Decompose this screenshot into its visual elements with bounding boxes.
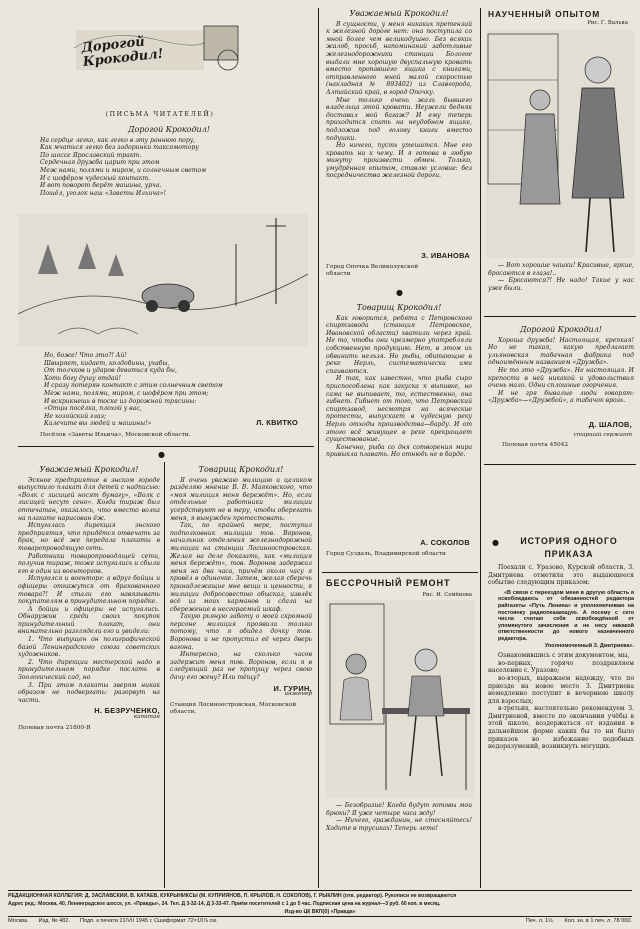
paragraph: во-первых, горячо поздравляем население с. Уразово; xyxy=(488,659,634,675)
masthead xyxy=(68,18,258,80)
rank-bezruchenko: капитан xyxy=(133,714,160,720)
poem-line: От толчков и ударов деваться куда бы, xyxy=(44,367,177,375)
imprint-edition: Изд. № 482. xyxy=(38,918,70,924)
dialogue-line: — Вот хорошие чашки! Красивые, яркие, бросаются в глаза!.. xyxy=(488,262,634,277)
paragraph: Испугалась дирекция энского предприятия, что придётся отвечать за брак, но всё же передала плакаты в товаропроводящую сеть. xyxy=(18,522,160,552)
signature-sokolov: А. СОКОЛОВ xyxy=(420,538,470,547)
letter-ivanova xyxy=(326,8,472,266)
place-ivanova: Город Опочка Великолукской области xyxy=(326,264,419,277)
dialogue-line: — Бросаются?! Не надо! Такие у нас уже были. xyxy=(488,277,634,292)
imprint-signed: Подп. к печати 21/VII 1945 г. Сшиформат 72×10⅞ см. xyxy=(79,918,218,924)
poem-top xyxy=(40,137,298,198)
footer-imprint xyxy=(8,918,632,928)
footer-rule xyxy=(8,890,632,891)
poem-line: И сразу потерян контакт с этим солнечным светом xyxy=(44,382,223,390)
rule-right-1 xyxy=(484,316,636,317)
paragraph: Но ничего, пусть утешится. Мне его кровать ни к чему. И я готова в любую минуту произвести обмен. Только, умудрённая опытом, ставлю условие: без посредничества железной дороги. xyxy=(326,142,472,180)
signature-gurin: И. ГУРИН, xyxy=(273,683,312,693)
story-title-line2: ПРИКАЗА xyxy=(544,549,594,559)
place-shalov: Полевая почта 45042 xyxy=(502,442,569,448)
rule-left-1 xyxy=(18,446,314,447)
letter-greeting: Товарищ Крокодил! xyxy=(198,465,284,474)
imprint-city: Москва. xyxy=(8,918,29,924)
poem-line: Но, боже! Что это?! Ай! xyxy=(44,352,127,359)
poem-line: По шоссе Ярославский тракт. xyxy=(40,151,142,159)
paragraph: 1. Что выпущен он полиграфической базой Ленинградского союза советских художников. xyxy=(18,636,160,659)
dialogue-line: — Ничего, гражданин, не стесняйтесь! Ходите в трусиках! Теперь лето! xyxy=(326,817,472,832)
cartoon-artist-semenov: Рис. И. Семёнова xyxy=(422,592,472,598)
rule-mid-2 xyxy=(322,572,478,573)
cartoon-title-repair: БЕССРОЧНЫЙ РЕМОНТ xyxy=(326,578,451,588)
poem-line: Пошёл, уголок наш «Заветы Ильича»! xyxy=(40,189,166,197)
letter-gurin xyxy=(170,464,312,884)
paragraph: 3. При этом плакаты зверям никак образом не подвергать: разорвут на части. xyxy=(18,681,160,704)
paragraph: И так, как известно, что рыба сыро приспособлена как закуска к выпивке, но сама не выпивает, то, естественно, она гибнет. Гибнет от того, что Петровский спиртзавод, несмотря на всяческие протесты, выпускает в чудесную реку Нерль отходы производства—барду. И от этого всё живущее в реке прекращает существование. xyxy=(326,375,472,444)
paragraph: Не то это «Дружба». Не настоящая. И крепости в ней никакой и удовольствия очень мало. Одни сплошные огорчения. xyxy=(488,366,634,390)
footer-rule-2 xyxy=(8,916,632,917)
bullet-divider: ● xyxy=(158,450,165,459)
road-illustration xyxy=(18,214,308,346)
poem-line: Меж нами, полями, миром, с шофёром при этом; xyxy=(44,389,209,397)
letter-greeting: Уважаемый Крокодил! xyxy=(39,465,139,474)
signature-ivanova: З. ИВАНОВА xyxy=(421,251,470,260)
road-drawing xyxy=(18,214,308,346)
paragraph: Испугался и военторг: а вдруг бойцы и офицеры откажутся от бракованного товара?! И стали его навязывать покупателям в принудительном порядке. xyxy=(18,575,160,606)
paragraph: И не зря бывалые люди говорят: «Дружба»—«Дружбой», а табачок врозь. xyxy=(488,389,634,405)
paragraph: Хороша дружба! Настоящая, крепкая! Но не такая, какую предлагает ульяновская табачная фабрика под одноимённым названием «Дружба». xyxy=(488,336,634,367)
cartoon-title-experience: НАУЧЕННЫЙ ОПЫТОМ xyxy=(488,9,601,19)
signature-kvitko: Л. КВИТКО xyxy=(256,418,298,427)
rule-vertical-right xyxy=(480,8,481,888)
paragraph: Такую рьяную заботу о моей скромной персоне милиция проявила только потому, что я обидел дочку тов. Воронова и не пропустил её через дверь вагона. xyxy=(170,613,312,651)
place-gurin: Станция Лосиноостровская, Московской области. xyxy=(170,701,297,715)
poem-line: И вскрикнешь в тоске из дорожной трясины: xyxy=(44,397,197,405)
imprint-chars: Кол. зн. в 1 печ. л. 78 000. xyxy=(564,918,632,924)
cartoon-artist-valk: Рис. Г. Валька xyxy=(587,20,628,26)
paragraph: в-третьих, настоятельно рекомендуем З. Дмитриевой, вместе по окончании учёбы в этой школе, воздержаться от издания в дальнейшем форме каких бы то ни было приказов во избежание подобных недоразумений, возникнуть могущих. xyxy=(488,705,634,751)
repair-cartoon-drawing xyxy=(326,600,474,798)
paragraph: Как говорится, ребята с Петровского спиртзавода (станция Петровское, Ивановской области) хватили через край. Не то, чтобы они чрезмерно употребляли собственную продукцию. Нет, в этом их обвинить нельзя. Но рыбы, обитающие в реке Нерль, систематически ими спаиваются. xyxy=(326,314,472,375)
paragraph: Эскное предприятие в энском городе выпустило плакат для детей с надписью: «Волк с лисицей носят бумагу», «Волк с лисицей несут сено». Когда тираж был отпечатан, оказалось, что вместо волка на плакате нарисован ёж. xyxy=(18,476,160,522)
story-quote-sign: Уполномоченный З. Дмитриева». xyxy=(544,642,634,649)
dialogue-line: — Безобразие! Когда будут готовы мои брюки? Я уже четыре часа жду! xyxy=(326,802,472,817)
poem-line: Калечите вы людей и машины!» xyxy=(44,420,152,428)
poem-line: Как мчаться легко без задоринки таксомотору xyxy=(40,144,199,152)
experience-dialogue xyxy=(488,262,634,310)
letter-greeting: Уважаемый Крокодил! xyxy=(349,9,449,18)
letter-shalov xyxy=(488,324,634,418)
rule-vertical-mid xyxy=(318,8,319,888)
paragraph: Я очень уважаю милицию и целиком разделяю мнение В. В. Маяковского, что «моя милиция меня бережёт». Но, если отдельные работники милиции усердствуют не в меру, чтобы оберегать меня, я вынужден протестовать. xyxy=(170,476,312,522)
repair-cartoon-illustration xyxy=(326,600,474,798)
place-bezruchenko: Полевая почта 21800-Я xyxy=(18,724,91,731)
rule-right-2 xyxy=(484,464,636,465)
rule-vertical-left xyxy=(164,462,165,888)
rank-shalov: старший сержант xyxy=(573,432,632,438)
experience-cartoon-illustration xyxy=(486,30,634,258)
story-intro: Поехали с. Уразово, Курской области, З. Дмитриева отметила это выдающееся событие следующим приказом: xyxy=(488,564,634,587)
letter-greeting: Дорогой Крокодил! xyxy=(519,325,603,334)
bullet-divider: ● xyxy=(396,288,403,297)
footer-address: Адрес ред.: Москва, 40, Ленинградское шоссе, ул. «Правды», 24. Тел. Д 3-32-14, Д 3-33-47. Приём посетителей с 1 до 5 час. Подписная цена на журнал—3 руб. 60 коп. в месяц. xyxy=(8,901,441,907)
story-quote: «В связи с переездом меня в другую область я освобождаюсь от обязанностей редактора райгазеты «Путь Ленина» и уполномочиваю на постоянку радиопешающую. А посему с сего числа считаю себя освобождённой от упомянутого зачисления и не несу никакой ответственности до нового назначенного редактора. xyxy=(498,589,634,642)
poem-line: Не хозяйский глаз; xyxy=(44,412,107,420)
paragraph: В сущности, у меня никаких претензий к железной дороге нет: она поступила со мной более чем великодушно. Без всяких жалоб, просьб, напоминаний заботливые железнодорожники станции Бологое выдали мне хорошую двуспальную кровать вместо пропавшего ящика с книгами, отправленного мной малой скоростью (накладная № 893402) из Славгорода, Алтайский край, в город Опочку. xyxy=(326,20,472,96)
poem-line: Сердечная дружба царит при этом xyxy=(40,159,160,167)
story-bullet: ● xyxy=(492,538,499,547)
poem-line: Швыряет, кидает, колдобины, ухабы, xyxy=(44,359,170,367)
poem-line: И вот поворот берёт машина, урча. xyxy=(40,182,162,190)
letter-bezruchenko xyxy=(18,464,160,884)
poem-line: На сердце легко, как легко в эту раннюю пору, xyxy=(40,136,196,144)
paragraph: Конечно, рыба со дня сотворения мира привыкла плавать. Но отнюдь не в барде. xyxy=(326,443,472,459)
paragraph: Так, по крайней мере, поступил подполковник милиции тов. Воронов, начальник отделения железнодорожной милиции на станции Лосиноостровская. Желая на деле доказать, как «милиция меня бережёт», тов. Воронов задержал меня на два часа, причём около часу я провёл в одиночке. Затем, желая сберечь принадлежащие мне вещи и ценности, я милиции добросовестно обыскал, извлёк всё из моих карманов и сдала на сбережение в несгораемый шкаф. xyxy=(170,522,312,613)
imprint-pages: Печ. л. 1½. xyxy=(525,918,555,924)
letter-sokolov xyxy=(326,302,472,534)
poem-line: Хоть богу душу отдай! xyxy=(44,374,121,382)
paragraph: Мне только очень жаль бывшего владельца этой кровати. Неужели бедняк доставил мой багаж? И ему теперь приходится спать на неудобном ящике, подложив под голову книги вместо подушки. xyxy=(326,96,472,142)
poem-line: Меж нами, полями и миром, и солнечным светом xyxy=(40,166,207,174)
paragraph: во-вторых, выражаем надежду, что по приезде на новое место З. Дмитриева немедленно поступит в вечернюю школу для взрослых; xyxy=(488,674,634,705)
poem-line: И с шофёром чудесный контакт. xyxy=(40,174,151,182)
footer-publisher: Изд-во ЦК ВКП(б) «Правда» xyxy=(284,909,356,915)
letter-greeting: Дорогой Крокодил! xyxy=(127,125,211,134)
rank-gurin: инженер xyxy=(284,691,312,698)
paragraph: А бойцы и офицеры не испугались. Обнаружив среди своих покупок принудительный плакат, они внимательно разглядели его и увидели: xyxy=(18,605,160,636)
masthead-logo-text: Дорогой Крокодил! xyxy=(80,34,165,70)
story-title-line1: ИСТОРИЯ ОДНОГО xyxy=(520,536,618,546)
poem-line: «Отцы посёлка, плохой у вас, xyxy=(44,405,142,413)
paragraph: Работники товаропроводящей сети, получив тираж, тоже испугались и сбыли его в один из военторгов. xyxy=(18,552,160,575)
letter-greeting: Товарищ Крокодил! xyxy=(356,303,442,312)
place-kvitko: Посёлок «Заветы Ильича», Московской области. xyxy=(40,432,191,438)
experience-cartoon-drawing xyxy=(486,30,634,258)
paragraph: Ознакомившись с этим документом, мы, xyxy=(498,652,630,660)
repair-dialogue xyxy=(326,802,472,886)
paragraph: 2. Что дирекции местерской надо в принудительном порядке послать в Зоологический сад, но xyxy=(18,658,160,682)
place-sokolov: Город Суздаль, Владимирской области xyxy=(326,551,446,557)
signature-shalov: Д. ШАЛОВ, xyxy=(588,420,632,429)
story-quote-box xyxy=(498,590,634,649)
signature-bezruchenko: Н. БЕЗРУЧЕНКО, xyxy=(94,706,160,716)
section-label: (ПИСЬМА ЧИТАТЕЛЕЙ) xyxy=(105,111,215,118)
footer-board: РЕДАКЦИОННАЯ КОЛЛЕГИЯ: Д. ЗАСЛАВСКИЙ, В. КАТАЕВ, КУКРЫНИКСЫ (М. КУПРИЯНОВ, П. КРЫЛОВ, Н. СОКОЛОВ), Г. РЫКЛИН (отв. редактор). Рукописи не возвращаются xyxy=(8,893,457,899)
story-body xyxy=(488,564,634,886)
paragraph: Интересно, на сколько часов задержит меня тов. Воронов, если я в следующий раз не пропущу через свою дачу его жену? Или тёщу? xyxy=(170,651,312,682)
